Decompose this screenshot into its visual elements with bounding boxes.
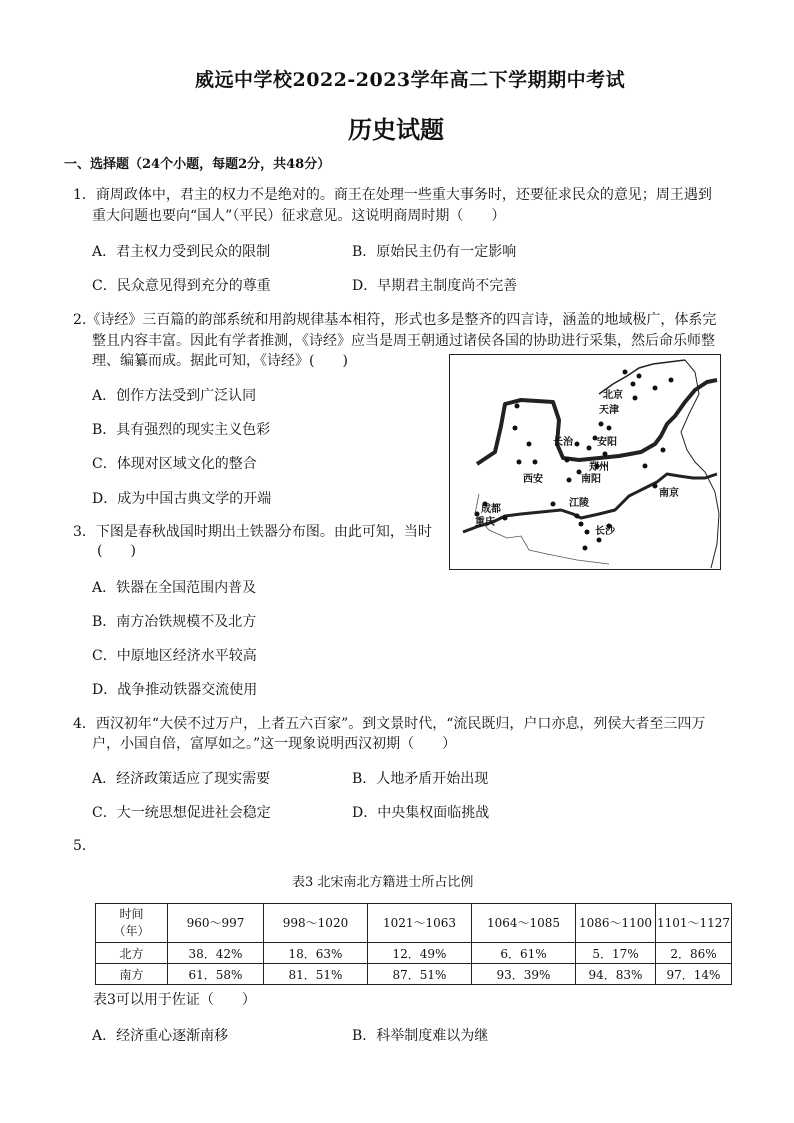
site-dot bbox=[653, 386, 658, 391]
q2-stem-line2: 整且内容丰富。因此有学者推测，《诗经》应当是周王朝通过诸侯各国的协助进行采集，然后命乐师整 bbox=[92, 333, 715, 349]
exam-title: 威远中学校2022-2023学年高二下学期期中考试 bbox=[195, 69, 626, 91]
site-dot bbox=[517, 460, 522, 465]
table-header-cell: 时间 （年） bbox=[96, 904, 168, 943]
table-row-label: 南方 bbox=[96, 964, 168, 985]
site-dot bbox=[579, 522, 584, 527]
q2-option-c[interactable]: C．体现对区域文化的整合 bbox=[92, 456, 257, 472]
site-dot bbox=[661, 448, 666, 453]
table-header-cell: 1021～1063 bbox=[368, 904, 472, 943]
site-dot bbox=[603, 452, 608, 457]
page-title: 历史试题 bbox=[348, 115, 444, 144]
map-svg bbox=[449, 354, 721, 570]
site-dot bbox=[631, 382, 636, 387]
section-heading: 一、选择题（24个小题，每题2分，共48分） bbox=[64, 157, 331, 172]
table-header-cell: 960～997 bbox=[168, 904, 264, 943]
table-row bbox=[96, 943, 732, 964]
site-dot bbox=[575, 442, 580, 447]
map-label-zhengzhou: 郑州 bbox=[589, 462, 609, 473]
map-label-nanyang: 南阳 bbox=[581, 474, 601, 485]
site-dot bbox=[527, 442, 532, 447]
site-dot bbox=[599, 422, 604, 427]
site-dot bbox=[587, 446, 592, 451]
site-dot bbox=[669, 378, 674, 383]
q1-option-a[interactable]: A．君主权力受到民众的限制 bbox=[92, 244, 271, 260]
q1-stem-line2: 重大问题也要向“国人”（平民）征求意见。这说明商周时期（ ） bbox=[92, 208, 506, 224]
q3-option-a[interactable]: A．铁器在全国范围内普及 bbox=[92, 580, 257, 596]
map-label-anyang: 安阳 bbox=[597, 437, 617, 448]
table-header-cell: 998～1020 bbox=[264, 904, 368, 943]
q2-option-a[interactable]: A．创作方法受到广泛认同 bbox=[92, 388, 257, 404]
q4-stem-line1: 4．西汉初年“大侯不过万户，上者五六百家”。到文景时代，“流民既归，户口亦息，列侯大者至三四万 bbox=[73, 716, 706, 732]
table-header-row bbox=[96, 904, 732, 943]
site-dot bbox=[551, 502, 556, 507]
q5-option-a[interactable]: A．经济重心逐渐南移 bbox=[92, 1028, 229, 1044]
q4-option-c[interactable]: C．大一统思想促进社会稳定 bbox=[92, 805, 271, 821]
table-row-label: 北方 bbox=[96, 943, 168, 964]
q3-stem-line2: ( ) bbox=[97, 543, 136, 559]
q3-option-c[interactable]: C．中原地区经济水平较高 bbox=[92, 648, 257, 664]
site-dot bbox=[583, 546, 588, 551]
map-label-beijing: 北京 bbox=[603, 390, 623, 401]
table-cell: 94．83% bbox=[576, 964, 656, 985]
site-dot bbox=[503, 516, 508, 521]
map-frame bbox=[450, 355, 721, 570]
q1-option-b[interactable]: B．原始民主仍有一定影响 bbox=[352, 244, 517, 260]
q1-option-c[interactable]: C．民众意见得到充分的尊重 bbox=[92, 278, 271, 294]
site-dot bbox=[515, 404, 520, 409]
q4-stem-line2: 户，小国自倍，富厚如之。”这一现象说明西汉初期（ ） bbox=[92, 736, 457, 752]
table-cell: 18．63% bbox=[264, 943, 368, 964]
table-cell: 93．39% bbox=[472, 964, 576, 985]
site-dot bbox=[633, 396, 638, 401]
table-caption: 表3 北宋南北方籍进士所占比例 bbox=[292, 875, 474, 890]
table-cell: 12．49% bbox=[368, 943, 472, 964]
site-dot bbox=[565, 458, 570, 463]
table-row bbox=[96, 964, 732, 985]
table-cell: 38．42% bbox=[168, 943, 264, 964]
q5-option-b[interactable]: B．科举制度难以为继 bbox=[352, 1028, 489, 1044]
map-label-jiangling: 江陵 bbox=[569, 498, 589, 509]
q2-stem-line3: 理、编纂而成。据此可知，《诗经》( ) bbox=[92, 353, 348, 369]
table-header-cell: 1064～1085 bbox=[472, 904, 576, 943]
q5-stem: 表3可以用于佐证（ ） bbox=[93, 992, 256, 1008]
q4-option-b[interactable]: B．人地矛盾开始出现 bbox=[352, 771, 489, 787]
map-label-xian: 西安 bbox=[523, 474, 543, 485]
map-label-chengdu: 成都 bbox=[481, 504, 501, 515]
q3-option-b[interactable]: B．南方冶铁规模不及北方 bbox=[92, 614, 257, 630]
site-dot bbox=[637, 374, 642, 379]
site-dot bbox=[653, 484, 658, 489]
table-cell: 97．14% bbox=[656, 964, 732, 985]
table-cell: 81．51% bbox=[264, 964, 368, 985]
q5-number: 5． bbox=[73, 838, 96, 854]
table-header-cell: 1101～1127 bbox=[656, 904, 732, 943]
q4-option-d[interactable]: D．中央集权面临挑战 bbox=[352, 805, 490, 821]
q1-option-d[interactable]: D．早期君主制度尚不完善 bbox=[352, 278, 518, 294]
site-dot bbox=[513, 426, 518, 431]
q2-option-b[interactable]: B．具有强烈的现实主义色彩 bbox=[92, 422, 271, 438]
site-dot bbox=[585, 530, 590, 535]
map-label-chongqing: 重庆 bbox=[475, 517, 495, 528]
site-dot bbox=[597, 538, 602, 543]
iron-artifacts-map bbox=[449, 354, 721, 570]
map-label-changsha: 长沙 bbox=[595, 526, 615, 537]
site-dot bbox=[533, 460, 538, 465]
table-cell: 6．61% bbox=[472, 943, 576, 964]
site-dot bbox=[567, 478, 572, 483]
site-dot bbox=[643, 464, 648, 469]
q4-option-a[interactable]: A．经济政策适应了现实需要 bbox=[92, 771, 271, 787]
table-cell: 5．17% bbox=[576, 943, 656, 964]
q3-option-d[interactable]: D．战争推动铁器交流使用 bbox=[92, 682, 258, 698]
table-header-cell: 1086～1100 bbox=[576, 904, 656, 943]
site-dot bbox=[623, 370, 628, 375]
table-cell: 61．58% bbox=[168, 964, 264, 985]
q2-stem-line1: 2.《诗经》三百篇的韵部系统和用韵规律基本相符，形式也多是整齐的四言诗，涵盖的地域极广，体系完 bbox=[73, 312, 717, 328]
site-dot bbox=[475, 512, 480, 517]
site-dot bbox=[607, 426, 612, 431]
site-dot bbox=[575, 514, 580, 519]
q3-stem-line1: 3．下图是春秋战国时期出土铁器分布图。由此可知，当时 bbox=[73, 524, 432, 540]
jinshi-ratio-table bbox=[95, 903, 732, 985]
map-label-changzhi: 长治 bbox=[553, 437, 573, 448]
table-cell: 2．86% bbox=[656, 943, 732, 964]
table-cell: 87．51% bbox=[368, 964, 472, 985]
q2-option-d[interactable]: D．成为中国古典文学的开端 bbox=[92, 491, 272, 507]
map-label-nanjing: 南京 bbox=[659, 488, 679, 499]
map-label-tianjin: 天津 bbox=[599, 405, 619, 416]
q1-stem-line1: 1．商周政体中，君主的权力不是绝对的。商王在处理一些重大事务时，还要征求民众的意见；周王遇到 bbox=[73, 187, 712, 203]
